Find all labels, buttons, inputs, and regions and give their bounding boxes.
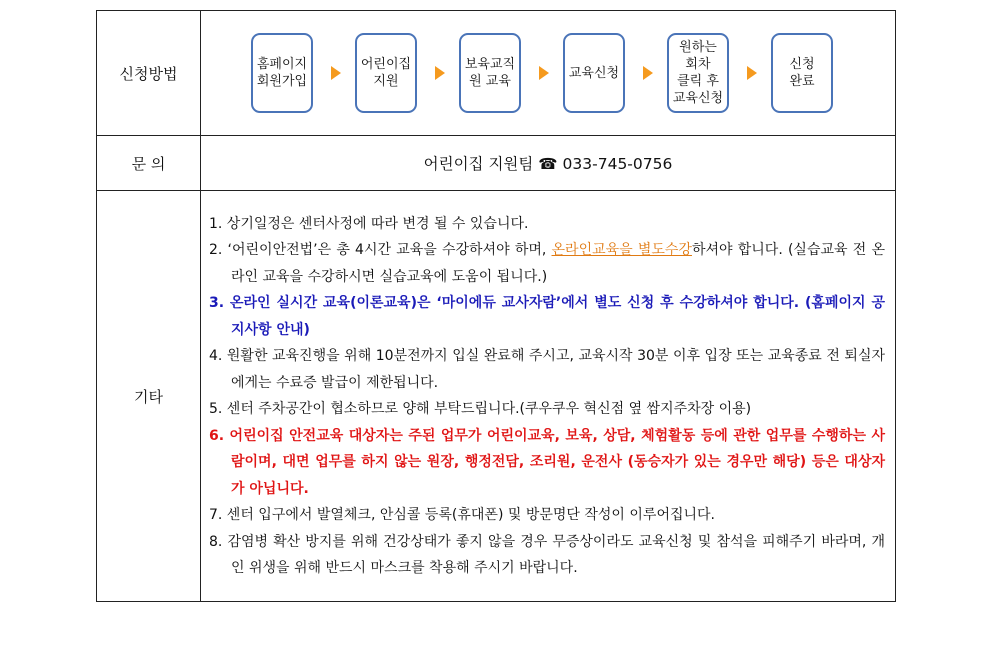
step-daycare-support: 어린이집 지원 <box>355 33 417 113</box>
note-item-6: 6. 어린이집 안전교육 대상자는 주된 업무가 어린이교육, 보육, 상담, 체험활동 등에 관한 업무를 수행하는 사람이며, 대면 업무를 하지 않는 원장, 행정전담, 조리원, 운전사 (동승자가 있는 경우만 해당) 등은 대상자가 아닙니다. <box>209 427 885 497</box>
note-item-3: 3. 온라인 실시간 교육(이론교육)은 ‘마이에듀 교사자람’에서 별도 신청 후 수강하셔야 합니다. (홈페이지 공지사항 안내) <box>209 295 885 338</box>
note-item-2-text-a: 2. ‘어린이안전법’은 총 4시간 교육을 수강하셔야 하며, <box>209 242 552 258</box>
note-item-5: 5. 센터 주차공간이 협소하므로 양해 부탁드립니다.(쿠우쿠우 혁신점 옆 쌈지주차장 이용) <box>209 401 752 417</box>
arrow-right-icon <box>747 66 757 80</box>
notes-cell <box>201 191 896 602</box>
info-table <box>96 10 896 602</box>
notes-list <box>201 204 895 589</box>
contact-label: 문 의 <box>97 136 201 191</box>
contact-row <box>97 136 896 191</box>
step-flow <box>201 33 895 113</box>
step-complete: 신청 완료 <box>771 33 833 113</box>
other-row <box>97 191 896 602</box>
method-row <box>97 11 896 136</box>
step-signup: 홈페이지 회원가입 <box>251 33 313 113</box>
note-item-8: 8. 감염병 확산 방지를 위해 건강상태가 좋지 않을 경우 무증상이라도 교육신청 및 참석을 피해주기 바라며, 개인 위생을 위해 반드시 마스크를 착용해 주시기 바랍니다. <box>209 533 885 576</box>
method-cell <box>201 11 896 136</box>
step-staff-education: 보육교직 원 교육 <box>459 33 521 113</box>
arrow-right-icon <box>539 66 549 80</box>
note-item-4: 4. 원활한 교육진행을 위해 10분전까지 입실 완료해 주시고, 교육시작 30분 이후 입장 또는 교육종료 전 퇴실자에게는 수료증 발급이 제한됩니다. <box>209 348 885 391</box>
note-item-7: 7. 센터 입구에서 발열체크, 안심콜 등록(휴대폰) 및 방문명단 작성이 이루어집니다. <box>209 507 715 523</box>
step-select-session: 원하는 회차 클릭 후 교육신청 <box>667 33 729 113</box>
note-item-2-text-c: 하셔야 합니다. (실습교육 전 온라인 교육을 수강하시면 실습교육에 도움이 됩니다.) <box>231 242 885 285</box>
arrow-right-icon <box>331 66 341 80</box>
other-label: 기타 <box>97 191 201 602</box>
note-item-2 <box>209 237 885 290</box>
note-item-1: 1. 상기일정은 센터사정에 따라 변경 될 수 있습니다. <box>209 215 529 232</box>
arrow-right-icon <box>435 66 445 80</box>
arrow-right-icon <box>643 66 653 80</box>
method-label: 신청방법 <box>97 11 201 136</box>
online-course-highlight: 온라인교육을 별도수강 <box>551 242 692 258</box>
step-apply-education: 교육신청 <box>563 33 625 113</box>
contact-info: 어린이집 지원팀 ☎ 033-745-0756 <box>201 136 896 191</box>
